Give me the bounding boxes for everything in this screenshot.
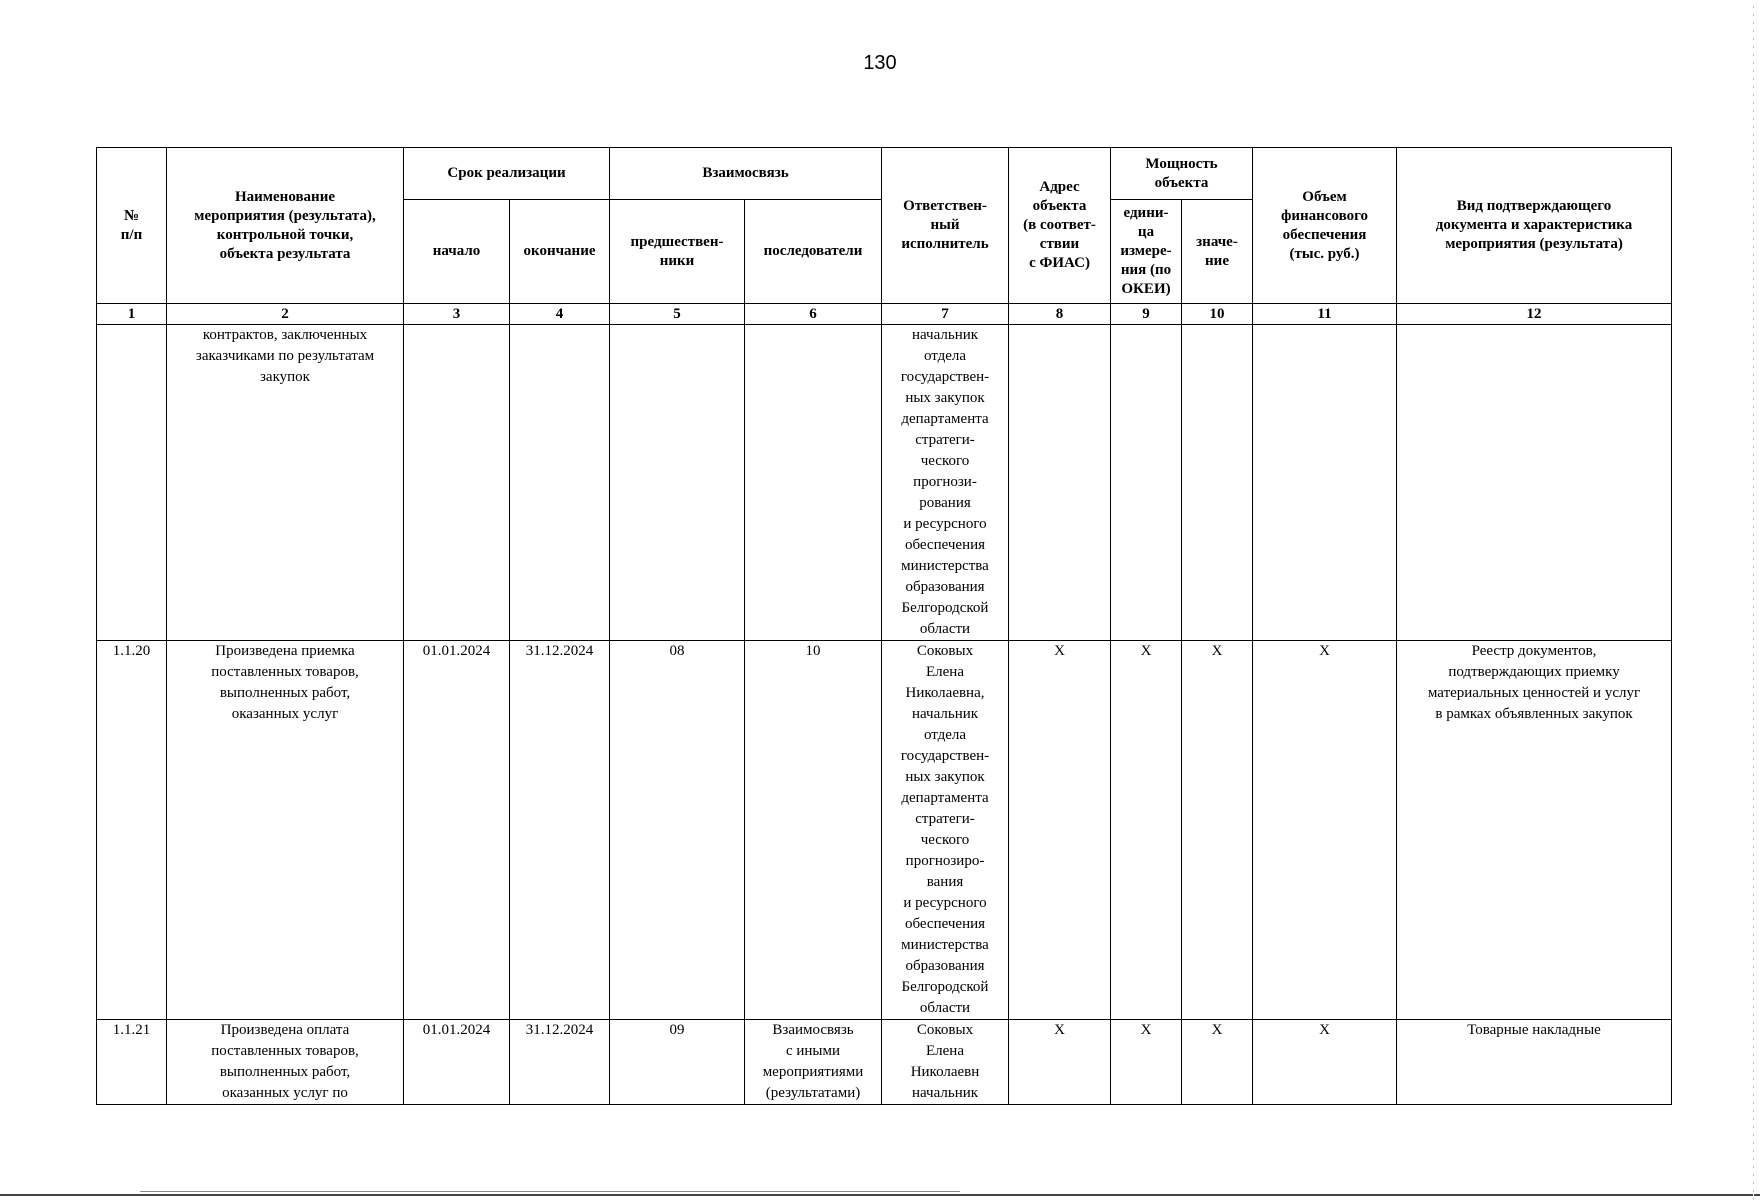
header-document: Вид подтверждающего документа и характеристика мероприятия (результата) (1397, 148, 1672, 304)
header-responsible: Ответствен- ный исполнитель (882, 148, 1009, 304)
row-num (97, 325, 167, 641)
column-number: 12 (1397, 304, 1672, 325)
row-finance (1253, 325, 1397, 641)
column-number: 4 (510, 304, 610, 325)
header-value: значе- ние (1182, 200, 1253, 304)
header-name: Наименование мероприятия (результата), контрольной точки, объекта результата (167, 148, 404, 304)
row-value (1182, 325, 1253, 641)
row-end: 31.12.2024 (510, 641, 610, 1020)
header-successors: последователи (745, 200, 882, 304)
row-predecessors (610, 325, 745, 641)
column-numbers-row (97, 304, 1672, 325)
row-finance: Х (1253, 1020, 1397, 1105)
header-address: Адрес объекта (в соответ- ствии с ФИАС) (1009, 148, 1111, 304)
row-unit (1111, 325, 1182, 641)
row-address: Х (1009, 1020, 1111, 1105)
column-number: 11 (1253, 304, 1397, 325)
table-row (97, 641, 1672, 1020)
table-row (97, 325, 1672, 641)
column-number: 8 (1009, 304, 1111, 325)
header-end: окончание (510, 200, 610, 304)
row-start (404, 325, 510, 641)
header-start: начало (404, 200, 510, 304)
column-number: 1 (97, 304, 167, 325)
header-finance: Объем финансового обеспечения (тыс. руб.) (1253, 148, 1397, 304)
header-group-link: Взаимосвязь (610, 148, 882, 200)
table-row (97, 1020, 1672, 1105)
header-predecessors: предшествен- ники (610, 200, 745, 304)
row-num: 1.1.20 (97, 641, 167, 1020)
scan-artifact-line (140, 1191, 960, 1192)
row-document: Реестр документов, подтверждающих приемку материальных ценностей и услуг в рамках объявленных закупок (1397, 641, 1672, 1020)
header-unit: едини- ца измере- ния (по ОКЕИ) (1111, 200, 1182, 304)
column-number: 7 (882, 304, 1009, 325)
row-unit: Х (1111, 1020, 1182, 1105)
row-name: контрактов, заключенных заказчиками по результатам закупок (167, 325, 404, 641)
header-num: № п/п (97, 148, 167, 304)
row-finance: Х (1253, 641, 1397, 1020)
table-header (97, 148, 1672, 325)
page-bottom-edge (0, 1194, 1760, 1196)
row-document (1397, 325, 1672, 641)
row-value: Х (1182, 641, 1253, 1020)
row-predecessors: 09 (610, 1020, 745, 1105)
row-num: 1.1.21 (97, 1020, 167, 1105)
row-name: Произведена оплата поставленных товаров, выполненных работ, оказанных услуг по (167, 1020, 404, 1105)
row-end (510, 325, 610, 641)
row-responsible: Соковых Елена Николаевн начальник (882, 1020, 1009, 1105)
row-name: Произведена приемка поставленных товаров, выполненных работ, оказанных услуг (167, 641, 404, 1020)
column-number: 6 (745, 304, 882, 325)
row-predecessors: 08 (610, 641, 745, 1020)
row-value: Х (1182, 1020, 1253, 1105)
row-responsible: Соковых Елена Николаевна, начальник отдела государствен- ных закупок департамента стратеги- ческого прогнозиро- вания и ресурсного обеспечения министерства образования Белгородской области (882, 641, 1009, 1020)
row-end: 31.12.2024 (510, 1020, 610, 1105)
row-start: 01.01.2024 (404, 1020, 510, 1105)
column-number: 10 (1182, 304, 1253, 325)
row-address (1009, 325, 1111, 641)
row-start: 01.01.2024 (404, 641, 510, 1020)
row-successors: Взаимосвязь с иными мероприятиями (результатами) (745, 1020, 882, 1105)
column-number: 5 (610, 304, 745, 325)
column-number: 2 (167, 304, 404, 325)
row-successors (745, 325, 882, 641)
row-document: Товарные накладные (1397, 1020, 1672, 1105)
row-unit: Х (1111, 641, 1182, 1020)
activities-table (96, 147, 1672, 1105)
page-number: 130 (863, 52, 897, 74)
row-successors: 10 (745, 641, 882, 1020)
header-group-power: Мощность объекта (1111, 148, 1253, 200)
column-number: 3 (404, 304, 510, 325)
header-group-term: Срок реализации (404, 148, 610, 200)
row-responsible: начальник отдела государствен- ных закупок департамента стратеги- ческого прогнози- рования и ресурсного обеспечения министерства образования Белгородской области (882, 325, 1009, 641)
row-address: Х (1009, 641, 1111, 1020)
page-right-edge (1753, 0, 1754, 1200)
column-number: 9 (1111, 304, 1182, 325)
